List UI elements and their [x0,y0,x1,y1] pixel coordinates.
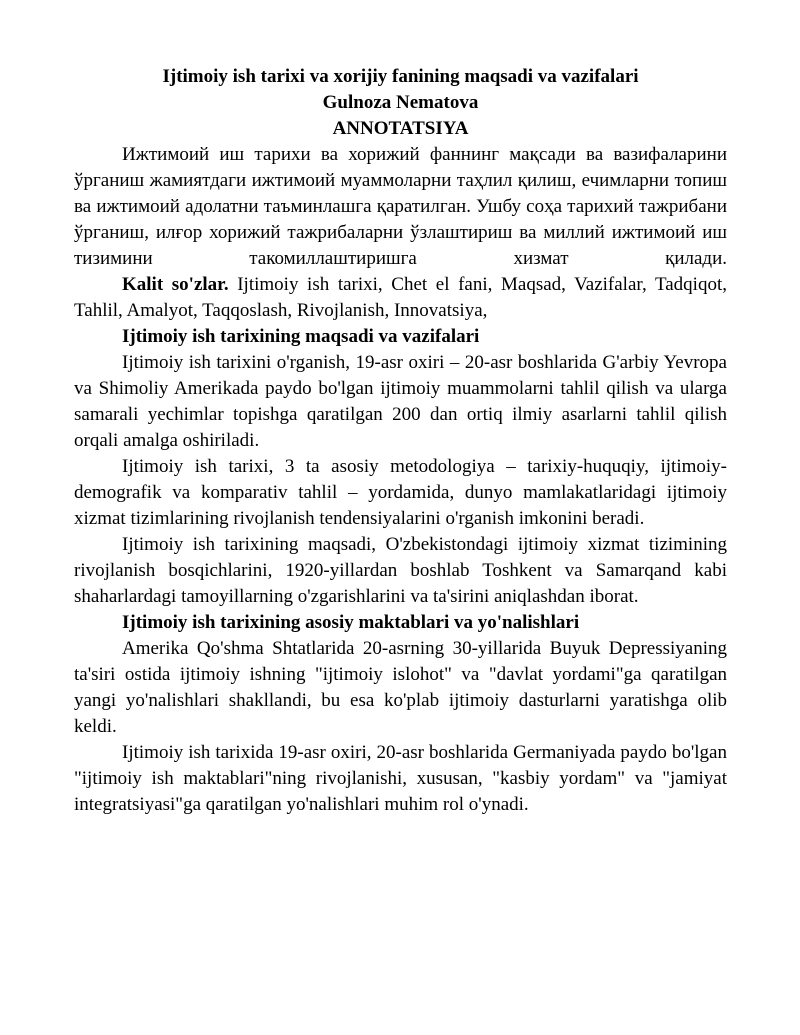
keywords-paragraph [74,272,727,324]
section-2-paragraph-2: Ijtimoiy ish tarixida 19-asr oxiri, 20-asr boshlarida Germaniyada paydo bo'lgan "ijtimoiy ish maktablari"ning rivojlanishi, xususan, "kasbiy yordam" va "jamiyat integratsiyasi"ga qaratilgan yo'nalishlari muhim rol o'ynadi. [74,742,727,815]
section-1-paragraph-2: Ijtimoiy ish tarixi, 3 ta asosiy metodologiya – tarixiy-huquqiy, ijtimoiy-demografik va komparativ tahlil – yordamida, dunyo mamlakatlaridagi ijtimoiy xizmat tizimlarining rivojlanish tendensiyalarini o'rganish imkonini beradi. [74,456,727,529]
annotation-heading: ANNOTATSIYA [332,118,469,139]
document-title: Ijtimoiy ish tarixi va xorijiy fanining maqsadi va vazifalari [162,66,639,87]
document-author: Gulnoza Nematova [322,92,479,113]
keywords-label: Kalit so'zlar. [122,274,229,295]
keywords-text: Ijtimoiy ish tarixi, Chet el fani, Maqsad, Vazifalar, Tadqiqot, Tahlil, Amalyot, Taqqoslash, Rivojlanish, Innovatsiya, [74,274,727,321]
section-heading-2: Ijtimoiy ish tarixining asosiy maktablari va yo'nalishlari [122,612,580,633]
section-heading-1: Ijtimoiy ish tarixining maqsadi va vazifalari [122,326,480,347]
annotation-paragraph: Ижтимоий иш тарихи ва хорижий фаннинг мақсади ва вазифаларини ўрганиш жамиятдаги ижтимоий муаммоларни таҳлил қилиш, ечимларни топиш ва ижтимоий адолатни таъминлашга қаратилган. Ушбу соҳа тарихий тажрибани ўрганиш, илғор хорижий тажрибаларни ўзлаштириш ва миллий ижтимоий иш тизимини такомиллаштиришга хизмат қилади. [74,144,727,269]
section-1-paragraph-1: Ijtimoiy ish tarixini o'rganish, 19-asr oxiri – 20-asr boshlarida G'arbiy Yevropa va Shimoliy Amerikada paydo bo'lgan ijtimoiy muammolarni tahlil qilish va ularga samarali yechimlar topishga qaratilgan 200 dan ortiq ilmiy asarlarni tahlil qilish orqali amalga oshiriladi. [74,352,727,451]
section-1-paragraph-3: Ijtimoiy ish tarixining maqsadi, O'zbekistondagi ijtimoiy xizmat tizimining rivojlanish bosqichlarini, 1920-yillardan boshlab Toshkent va Samarqand kabi shaharlardagi tamoyillarning o'zgarishlarini va ta'sirini aniqlashdan iborat. [74,534,727,607]
section-2-paragraph-1: Amerika Qo'shma Shtatlarida 20-asrning 30-yillarida Buyuk Depressiyaning ta'siri ostida ijtimoiy ishning "ijtimoiy islohot" va "davlat yordami"ga qaratilgan yangi yo'nalishlari shakllandi, bu esa ko'plab ijtimoiy dasturlarni yaratishga olib keldi. [74,638,727,737]
